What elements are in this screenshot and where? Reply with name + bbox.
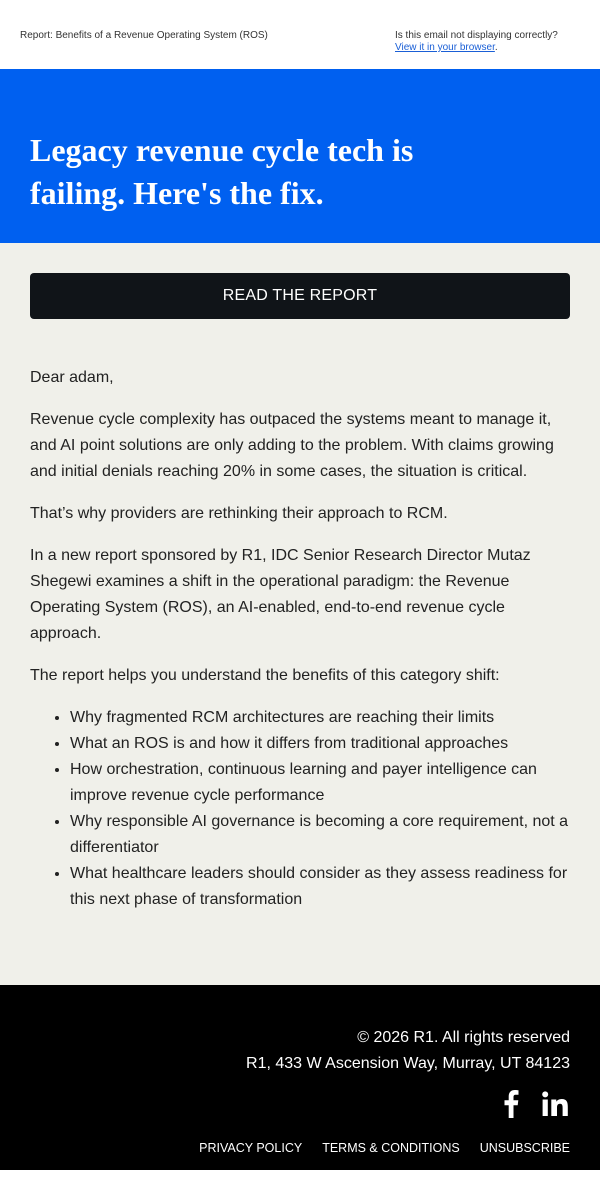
- facebook-icon[interactable]: [496, 1088, 526, 1120]
- copyright: © 2026 R1. All rights reserved: [357, 1029, 570, 1046]
- paragraph-4: The report helps you understand the benefits of this category shift:: [30, 667, 500, 684]
- privacy-policy-link[interactable]: PRIVACY POLICY: [199, 1141, 303, 1155]
- hero-title-line1: Legacy revenue cycle tech is: [30, 132, 414, 168]
- list-item: • What healthcare leaders should consider as they assess readiness for this next phase of transformation: [70, 861, 570, 913]
- hero-title: [30, 129, 550, 215]
- hero-banner: [0, 69, 600, 243]
- body-content: [30, 365, 570, 913]
- unsubscribe-link[interactable]: UNSUBSCRIBE: [479, 1141, 570, 1155]
- read-report-button[interactable]: READ THE REPORT: [30, 273, 570, 319]
- linkedin-icon[interactable]: [540, 1088, 570, 1120]
- paragraph-2: That’s why providers are rethinking their approach to RCM.: [30, 505, 448, 522]
- display-question: Is this email not displaying correctly?: [395, 30, 558, 41]
- benefits-list: [30, 705, 570, 913]
- footer-links: [199, 1141, 570, 1155]
- paragraph-3: In a new report sponsored by R1, IDC Senior Research Director Mutaz Shegewi examines a shift in the operational paradigm: the Revenue Operating System (ROS), an AI-enabled, end-to-end revenue cycle approach.: [30, 547, 531, 642]
- greeting: Dear adam,: [30, 369, 114, 386]
- view-in-browser-line: [395, 42, 558, 54]
- period: .: [494, 42, 498, 53]
- paragraph-1: Revenue cycle complexity has outpaced the systems meant to manage it, and AI point solutions are only adding to the problem. With claims growing and initial denials reaching 20% in some cases, the situation is critical.: [30, 411, 554, 480]
- list-item: • Why responsible AI governance is becoming a core requirement, not a differentiator: [70, 809, 570, 861]
- preheader: [0, 0, 600, 69]
- browser-view-notice: [395, 30, 558, 54]
- terms-conditions-link[interactable]: TERMS & CONDITIONS: [322, 1141, 460, 1155]
- view-in-browser-link[interactable]: View it in your browser: [395, 42, 495, 53]
- footer: [0, 985, 600, 1170]
- list-item: • What an ROS is and how it differs from traditional approaches: [70, 731, 570, 757]
- email-subject: Report: Benefits of a Revenue Operating System (ROS): [20, 30, 268, 41]
- hero-title-line2: failing. Here's the fix.: [30, 175, 324, 211]
- footer-info: [246, 1025, 570, 1077]
- email-body: [0, 243, 600, 985]
- list-item: • How orchestration, continuous learning and payer intelligence can improve revenue cycle performance: [70, 757, 570, 809]
- bottom-spacer: [0, 1170, 600, 1202]
- list-item: • Why fragmented RCM architectures are reaching their limits: [70, 705, 570, 731]
- social-links: [496, 1088, 570, 1120]
- address: R1, 433 W Ascension Way, Murray, UT 84123: [246, 1055, 570, 1072]
